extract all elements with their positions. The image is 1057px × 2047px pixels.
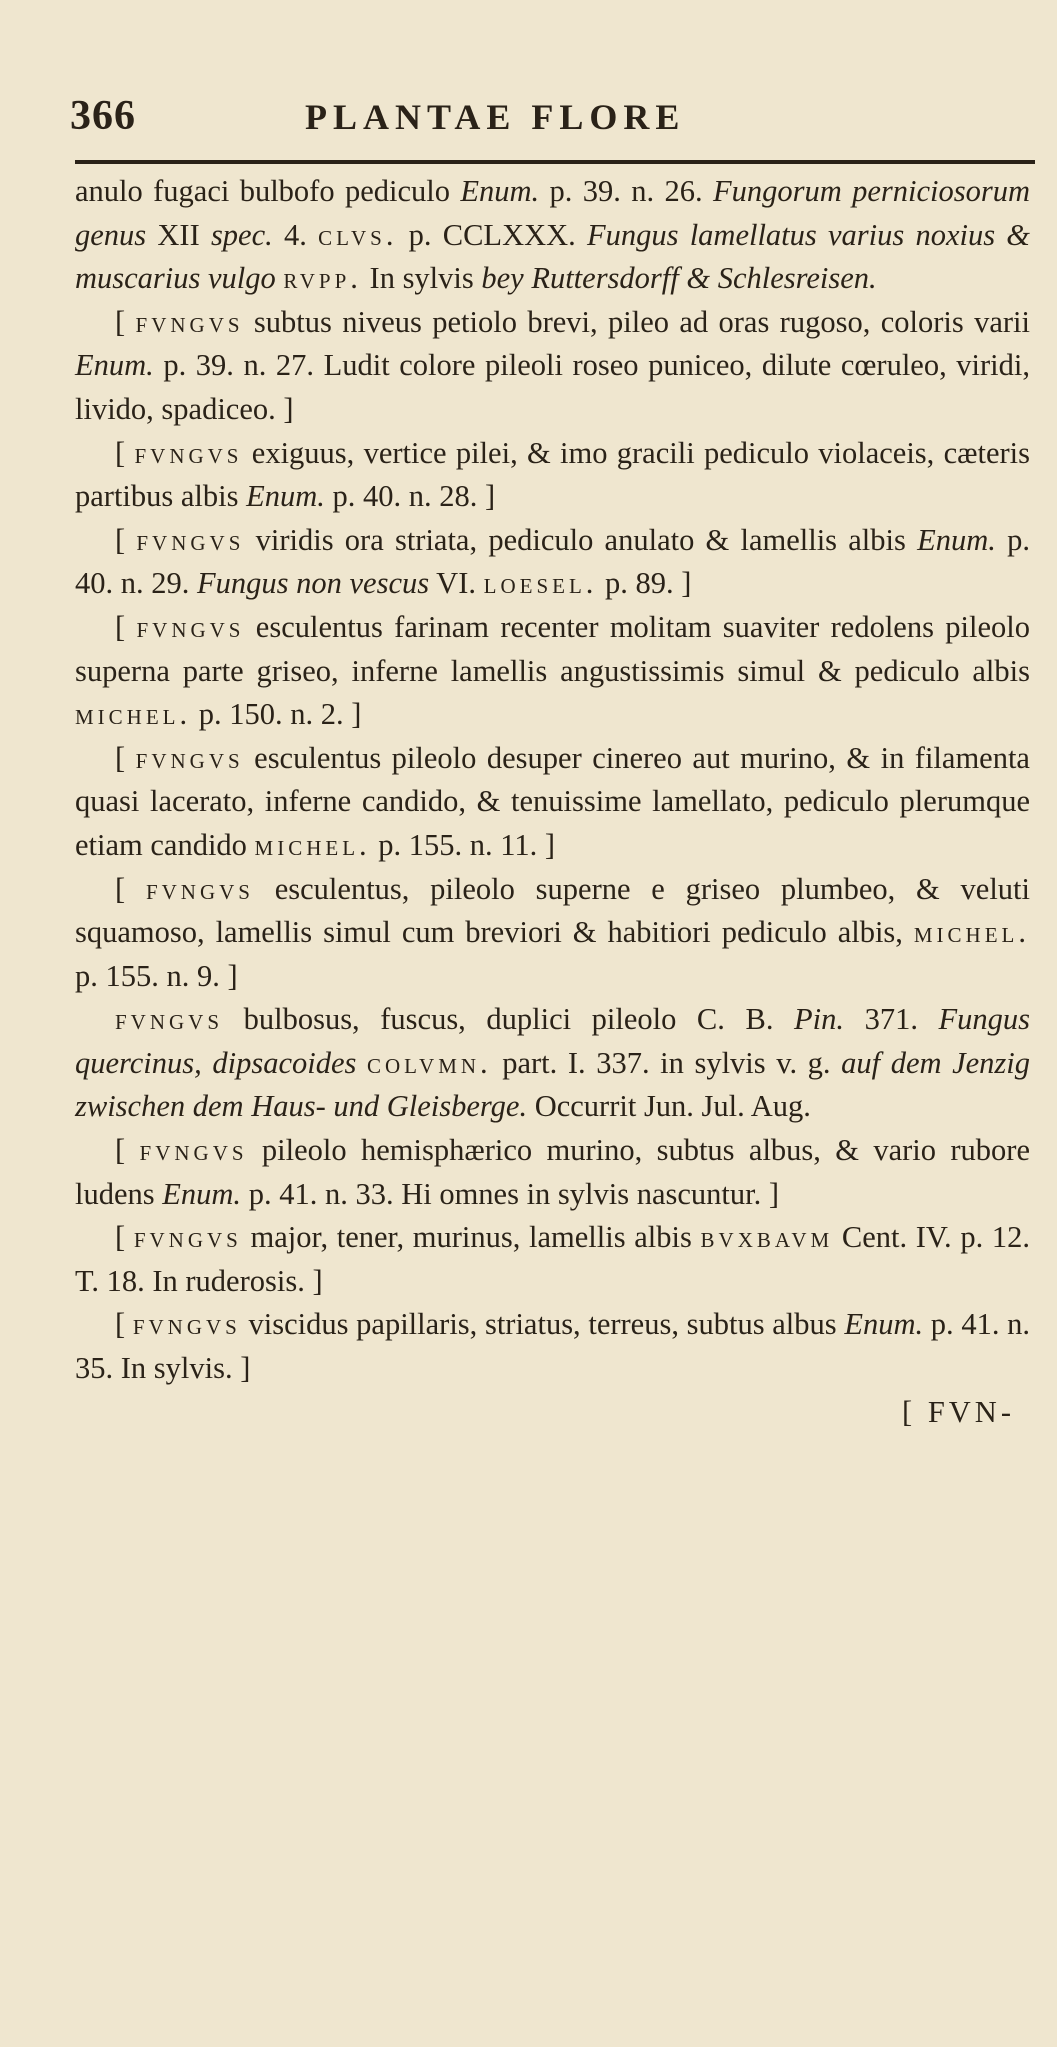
page-number: 366 (70, 93, 136, 139)
small-caps-run: fvngvs (135, 304, 244, 339)
italic-run: auf dem Jenzig zwischen dem Haus- und Gleisberge. (75, 1045, 1030, 1124)
small-caps-run: fvngvs (115, 1002, 224, 1037)
small-caps-run: bvxbavm (700, 1220, 834, 1255)
paragraph (75, 170, 1030, 301)
text-run: [ (115, 1307, 133, 1342)
small-caps-run: fvngvs (133, 1220, 242, 1255)
italic-run: Enum. (917, 522, 996, 557)
text-run: major, tener, murinus, lamellis albis (241, 1220, 701, 1255)
italic-run: Fungus quercinus, dipsacoides (75, 1002, 1031, 1080)
text-run: [ (115, 304, 136, 339)
text-run: p. 39. n. 27. Ludit colore pileoli roseo puniceo, dilute cœruleo, viridi, livido, spadiceo. ] (75, 348, 1030, 426)
small-caps-run: loesel. (483, 566, 598, 601)
italic-run: Enum. (460, 174, 540, 208)
running-title: PLANTAE FLORE (305, 97, 686, 137)
small-caps-run: fvngvs (134, 435, 243, 470)
small-caps-run: fvngvs (132, 1307, 241, 1342)
text-run: viscidus papillaris, striatus, terreus, subtus albus (240, 1307, 845, 1342)
text-run: bulbosus, fuscus, duplici pileolo C. B. (223, 1002, 795, 1037)
small-caps-run: fvngvs (135, 740, 244, 775)
paragraph (75, 1129, 1030, 1216)
small-caps-run: rvpp. (283, 261, 362, 296)
italic-run: Pin. (794, 1002, 844, 1037)
italic-run: Enum. (844, 1307, 924, 1342)
text-run: p. 89. ] (597, 566, 692, 601)
small-caps-run: fvngvs (136, 522, 245, 557)
catchword (75, 1391, 1030, 1435)
text-run: esculentus, pileolo superne e griseo plumbeo, & veluti squamoso, lamellis simul cum breviori & habitiori pediculo albis, (75, 871, 1030, 950)
paragraph (75, 432, 1030, 519)
text-run: In sylvis (361, 261, 482, 296)
small-caps-run: fvngvs (145, 871, 254, 906)
small-caps-run: michel. (913, 915, 1030, 950)
text-run: p. 150. n. 2. ] (191, 697, 362, 732)
text-run: esculentus pileolo desuper cinereo aut murino, & in filamenta quasi lacerato, inferne candido, & tenuissime lamellato, pediculo plerumque etiam candido (75, 740, 1030, 862)
text-run: XII (146, 217, 211, 252)
header-rule (75, 160, 1035, 164)
italic-run: Enum. (162, 1176, 242, 1211)
text-run: [ (115, 1133, 140, 1168)
text-run: p. CCLXXX. (397, 217, 587, 252)
paragraph (75, 606, 1030, 737)
text-run: Occurrit Jun. Jul. Aug. (527, 1089, 811, 1124)
text-run: VI. (429, 566, 484, 601)
text-run: p. 41. n. 33. Hi omnes in sylvis nascuntur. ] (241, 1176, 780, 1211)
text-run: viridis ora striata, pediculo anulato & lamellis albis (244, 522, 918, 557)
paragraph (75, 1216, 1030, 1303)
text-run: [ (115, 609, 137, 644)
text-run: p. 41. n. 35. In sylvis. ] (75, 1307, 1030, 1386)
paragraph (75, 998, 1030, 1129)
italic-run: Fungus lamellatus varius noxius & muscarius vulgo (75, 217, 1031, 296)
italic-run: bey Ruttersdorff & Schlesreisen. (481, 261, 877, 296)
text-run: [ (115, 435, 135, 470)
text-run: [ (115, 1220, 134, 1255)
text-run: [ (115, 740, 136, 775)
text-run: p. 155. n. 9. ] (75, 958, 238, 993)
text-run: p. 39. n. 26. (539, 174, 713, 208)
paragraph (75, 1303, 1030, 1390)
text-run: anulo fugaci bulbofo pediculo (75, 174, 461, 208)
catchword-text: [ FVN- (902, 1394, 1015, 1429)
text-body (75, 170, 1030, 1434)
text-run: p. 40. n. 29. (75, 522, 1030, 601)
text-run: subtus niveus petiolo brevi, pileo ad oras rugoso, coloris varii (243, 304, 1030, 339)
paragraph (75, 737, 1030, 868)
italic-run: Enum. (246, 479, 325, 514)
text-run: 371. (844, 1002, 939, 1037)
text-run: part. I. 337. in sylvis v. g. (491, 1045, 842, 1080)
italic-run: Fungorum perniciosorum genus (75, 174, 1031, 252)
paragraph (75, 301, 1030, 432)
text-run: exiguus, vertice pilei, & imo gracili pediculo violaceis, cæteris partibus albis (75, 435, 1030, 514)
text-run: pileolo hemisphærico murino, subtus albus, & vario rubore ludens (75, 1133, 1030, 1211)
paragraph (75, 519, 1030, 606)
small-caps-run: fvngvs (139, 1133, 248, 1168)
page-header (70, 82, 1030, 152)
text-run: [ (115, 871, 146, 906)
small-caps-run: colvmn. (366, 1045, 492, 1080)
text-run: 4. (272, 217, 319, 252)
small-caps-run: michel. (75, 697, 192, 732)
italic-run: Fungus non vescus (197, 566, 430, 601)
text-run: Cent. IV. p. 12. T. 18. In ruderosis. ] (75, 1220, 1030, 1298)
text-run: p. 155. n. 11. ] (370, 827, 556, 862)
text-run: esculentus farinam recenter molitam suaviter redolens pileolo superna parte griseo, inferne lamellis angustissimis simul & pediculo albis (75, 609, 1030, 688)
text-run: [ (115, 522, 137, 557)
paragraph (75, 868, 1030, 999)
small-caps-run: michel. (254, 827, 371, 862)
italic-run: spec. (210, 217, 273, 252)
text-run (356, 1046, 367, 1080)
small-caps-run: fvngvs (136, 609, 245, 644)
small-caps-run: clvs. (318, 217, 398, 252)
text-run: p. 40. n. 28. ] (324, 479, 496, 514)
italic-run: Enum. (75, 348, 154, 383)
